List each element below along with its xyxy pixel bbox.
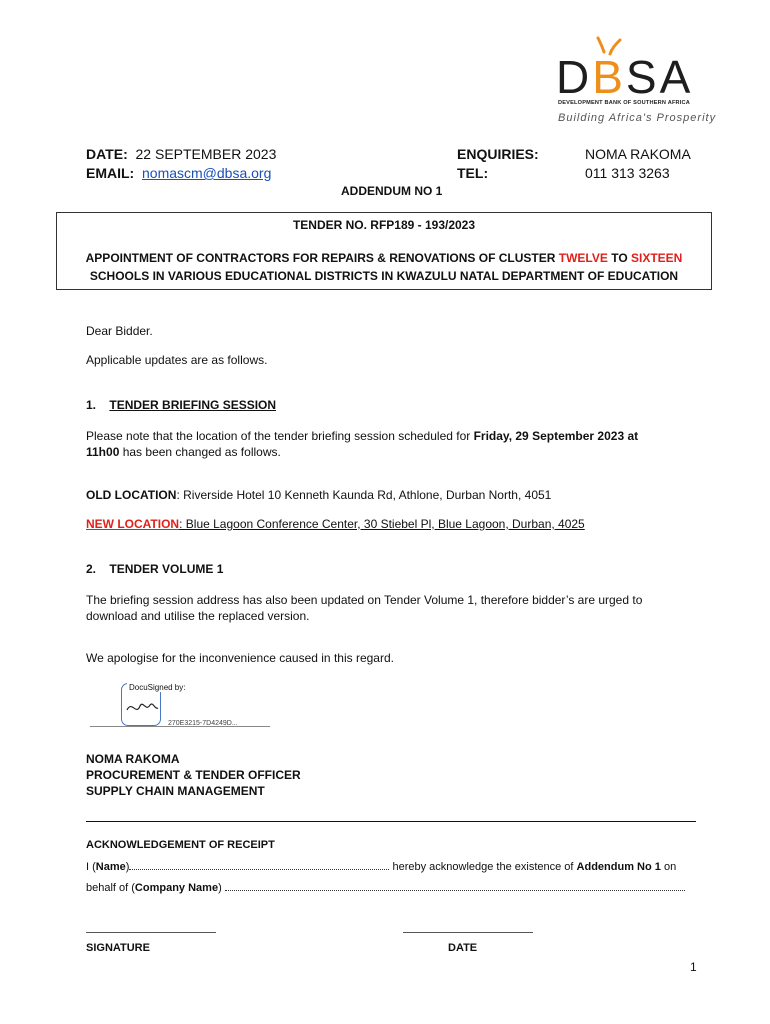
signatory-block (86, 751, 301, 799)
signature-scribble-icon (124, 696, 160, 718)
ack-heading: ACKNOWLEDGEMENT OF RECEIPT (86, 839, 275, 851)
signature-label: SIGNATURE (86, 942, 150, 954)
signatory-title: PROCUREMENT & TENDER OFFICER (86, 768, 301, 782)
greeting: Dear Bidder. (86, 324, 153, 338)
tender-box (56, 212, 712, 290)
email-line: EMAIL: nomascm@dbsa.org (86, 165, 272, 181)
apology-text: We apologise for the inconvenience caused in this regard. (86, 651, 394, 665)
enquiries-value: NOMA RAKOMA (585, 146, 691, 162)
date-line: DATE: 22 SEPTEMBER 2023 (86, 146, 277, 162)
tender-title: APPOINTMENT OF CONTRACTORS FOR REPAIRS & RENOVATIONS OF CLUSTER TWELVE TO SIXTEEN SCHOOLS IN VARIOUS EDUCATIONAL DISTRICTS IN KWAZULU NATAL DEPARTMENT OF EDUCATION (85, 251, 683, 283)
name-field[interactable] (129, 869, 389, 870)
ack-line-1: I (Name) hereby acknowledge the existence of Addendum No 1 on (86, 861, 677, 873)
section2-text: The briefing session address has also been updated on Tender Volume 1, therefore bidder’s are urged to download and utilise the replaced version. (86, 593, 643, 623)
email-link[interactable]: nomascm@dbsa.org (142, 165, 272, 181)
company-name-field[interactable] (225, 890, 685, 891)
date-value: 22 SEPTEMBER 2023 (135, 146, 277, 162)
tender-number: TENDER NO. RFP189 - 193/2023 (292, 218, 476, 232)
section2-heading: 2. TENDER VOLUME 1 (86, 562, 224, 576)
logo-subtitle: DEVELOPMENT BANK OF SOUTHERN AFRICA (558, 100, 691, 106)
enquiries-label: ENQUIRIES: (457, 146, 539, 162)
section1-heading: 1. TENDER BRIEFING SESSION (86, 398, 277, 412)
signature-line[interactable] (86, 932, 216, 933)
signatory-department: SUPPLY CHAIN MANAGEMENT (86, 784, 265, 798)
addendum-title: ADDENDUM NO 1 (341, 184, 443, 198)
docusign-label: DocuSigned by: (129, 683, 186, 692)
logo-tagline: Building Africa's Prosperity (558, 112, 717, 124)
tel-label: TEL: (457, 165, 489, 181)
section1-text: Please note that the location of the tender briefing session scheduled for Friday, 29 September 2023 at 11h00 has been changed as follows. (86, 429, 639, 459)
signatory-name: NOMA RAKOMA (86, 752, 180, 766)
intro-text: Applicable updates are as follows. (86, 353, 268, 367)
date-line-field[interactable] (403, 932, 533, 933)
ack-line-2: behalf of (Company Name) (86, 882, 685, 894)
logo-wordmark: DBSA (556, 51, 694, 103)
dbsa-logo (556, 36, 716, 128)
divider (86, 821, 696, 822)
page-number: 1 (690, 960, 697, 974)
new-location: NEW LOCATION: Blue Lagoon Conference Center, 30 Stiebel Pl, Blue Lagoon, Durban, 4025 (86, 517, 585, 531)
date-label: DATE (448, 942, 478, 954)
old-location: OLD LOCATION: Riverside Hotel 10 Kenneth Kaunda Rd, Athlone, Durban North, 4051 (86, 488, 552, 502)
docusign-id: 270E3215-7D4249D... (168, 720, 238, 727)
tel-value: 011 313 3263 (585, 165, 670, 181)
